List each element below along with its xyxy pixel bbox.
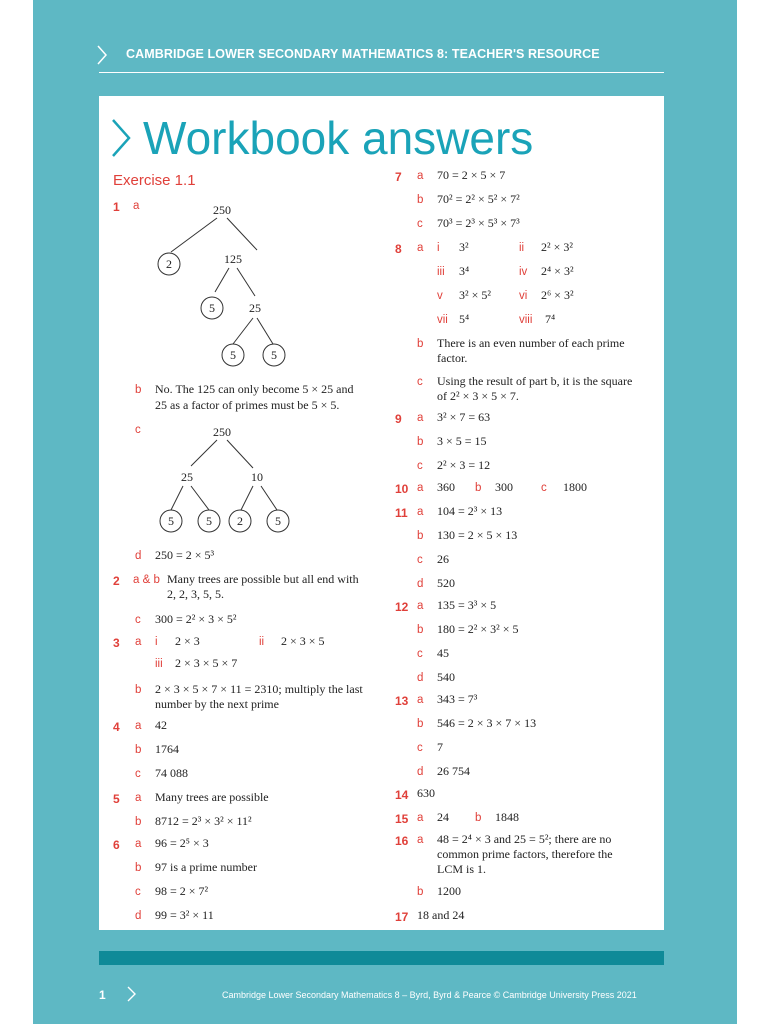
part-label: viii bbox=[519, 314, 533, 326]
answer-text: There is an even number of each prime bbox=[437, 336, 625, 350]
answer-text: 104 = 2³ × 13 bbox=[437, 504, 503, 518]
question-number: 16 bbox=[395, 834, 409, 848]
tree-branch bbox=[261, 486, 277, 510]
answer-text: Many trees are possible but all end with bbox=[167, 572, 359, 586]
footer-copyright: Cambridge Lower Secondary Mathematics 8 – Byrd, Byrd & Pearce © Cambridge University Press 2021 bbox=[222, 990, 637, 1000]
part-label: ii bbox=[259, 636, 265, 648]
answer-text: 70 = 2 × 5 × 7 bbox=[437, 168, 506, 182]
part-label: c bbox=[417, 554, 423, 566]
tree-node: 5 bbox=[271, 348, 277, 362]
part-label: d bbox=[417, 766, 424, 778]
answer-text: 70² = 2² × 5² × 7² bbox=[437, 192, 520, 206]
factor-tree-c bbox=[147, 424, 307, 544]
answer-text: 7 bbox=[437, 740, 443, 754]
part-label: c bbox=[417, 460, 423, 472]
part-label: a bbox=[135, 636, 142, 648]
title-block bbox=[109, 110, 533, 166]
question-number: 7 bbox=[395, 170, 402, 184]
part-label: iii bbox=[155, 658, 163, 670]
part-label: iv bbox=[519, 266, 528, 278]
answer-text: 97 is a prime number bbox=[155, 860, 257, 874]
question-number: 17 bbox=[395, 910, 409, 924]
answer-text: Many trees are possible bbox=[155, 790, 269, 804]
part-label: c bbox=[417, 218, 423, 230]
page-number: 1 bbox=[99, 988, 106, 1002]
part-label: iii bbox=[437, 266, 445, 278]
question-number: 8 bbox=[395, 242, 402, 256]
part-label: i bbox=[437, 242, 440, 254]
tree-node: 5 bbox=[206, 514, 212, 528]
part-label: ii bbox=[519, 242, 525, 254]
header-title: CAMBRIDGE LOWER SECONDARY MATHEMATICS 8: TEACHER'S RESOURCE bbox=[126, 47, 600, 61]
answer-text: of 2² × 3 × 5 × 7. bbox=[437, 389, 519, 403]
answer-text: 3 × 5 = 15 bbox=[437, 434, 487, 448]
part-label: v bbox=[437, 290, 443, 302]
question-number: 6 bbox=[113, 838, 120, 852]
part-label: a bbox=[417, 600, 424, 612]
tree-node: 2 bbox=[237, 514, 243, 528]
answer-text: 2 × 3 × 5 × 7 × 11 = 2310; multiply the last bbox=[155, 682, 363, 696]
answer-text: 26 754 bbox=[437, 764, 470, 778]
answer-text: 546 = 2 × 3 × 7 × 13 bbox=[437, 716, 537, 730]
part-label: c bbox=[135, 614, 141, 626]
question-number: 11 bbox=[395, 506, 408, 520]
tree-branch bbox=[171, 486, 183, 510]
part-label: c bbox=[541, 482, 547, 494]
answer-text: 18 and 24 bbox=[417, 908, 465, 922]
question-number: 3 bbox=[113, 636, 120, 650]
part-label: c bbox=[417, 648, 423, 660]
part-label: b bbox=[135, 684, 142, 696]
answer-text: 45 bbox=[437, 646, 449, 660]
part-label: i bbox=[155, 636, 158, 648]
part-label: b bbox=[135, 744, 142, 756]
part-label: b bbox=[135, 862, 142, 874]
part-label: a bbox=[417, 812, 424, 824]
answer-text: 3² × 7 = 63 bbox=[437, 410, 491, 424]
tree-node: 5 bbox=[230, 348, 236, 362]
part-label: d bbox=[135, 910, 142, 922]
answer-text: 2⁴ × 3² bbox=[541, 264, 574, 278]
answer-text: 48 = 2⁴ × 3 and 25 = 5²; there are no bbox=[437, 832, 612, 846]
part-label: b bbox=[417, 338, 424, 350]
part-label: a bbox=[417, 834, 424, 846]
answer-text: 74 088 bbox=[155, 766, 188, 780]
part-label: b bbox=[135, 816, 142, 828]
answer-text: 300 bbox=[495, 480, 513, 494]
question-number: 2 bbox=[113, 574, 120, 588]
answer-text: 1200 bbox=[437, 884, 461, 898]
answer-text: common prime factors, therefore the bbox=[437, 847, 613, 861]
part-label: b bbox=[475, 482, 482, 494]
answer-text: 24 bbox=[437, 810, 449, 824]
answer-text: 42 bbox=[155, 718, 167, 732]
answer-text: No. The 125 can only become 5 × 25 and bbox=[155, 382, 354, 396]
question-number: 9 bbox=[395, 412, 402, 426]
part-label: c bbox=[417, 742, 423, 754]
part-label: a bbox=[133, 200, 140, 212]
tree-node: 250 bbox=[213, 203, 231, 217]
footer-bar bbox=[99, 951, 664, 965]
tree-node: 25 bbox=[249, 301, 261, 315]
part-label: c bbox=[135, 886, 141, 898]
tree-branch bbox=[241, 486, 253, 510]
answer-text: 1848 bbox=[495, 810, 519, 824]
part-label: a bbox=[135, 720, 142, 732]
tree-branch bbox=[233, 318, 253, 344]
tree-node: 25 bbox=[181, 470, 193, 484]
answer-text: LCM is 1. bbox=[437, 862, 487, 876]
part-label: a bbox=[135, 838, 142, 850]
part-label: a & b bbox=[133, 574, 160, 586]
part-label: a bbox=[417, 482, 424, 494]
tree-node: 250 bbox=[213, 425, 231, 439]
answer-text: 26 bbox=[437, 552, 449, 566]
part-label: a bbox=[417, 242, 424, 254]
answer-text: Using the result of part b, it is the square bbox=[437, 374, 633, 388]
answer-text: 135 = 3³ × 5 bbox=[437, 598, 497, 612]
answer-text: 343 = 7³ bbox=[437, 692, 478, 706]
answer-text: 8712 = 2³ × 3² × 11² bbox=[155, 814, 252, 828]
tree-node: 5 bbox=[209, 301, 215, 315]
part-label: d bbox=[417, 672, 424, 684]
answer-text: 1800 bbox=[563, 480, 587, 494]
part-label: b bbox=[417, 530, 424, 542]
answer-text: 2, 2, 3, 5, 5. bbox=[167, 587, 224, 601]
answer-text: 70³ = 2³ × 5³ × 7³ bbox=[437, 216, 520, 230]
tree-branch bbox=[257, 318, 273, 344]
question-number: 10 bbox=[395, 482, 409, 496]
answer-text: 130 = 2 × 5 × 13 bbox=[437, 528, 518, 542]
chevron-right-icon bbox=[95, 44, 109, 66]
answer-text: 99 = 3² × 11 bbox=[155, 908, 214, 922]
tree-branch bbox=[215, 268, 229, 292]
part-label: b bbox=[417, 194, 424, 206]
tree-node: 5 bbox=[275, 514, 281, 528]
question-number: 13 bbox=[395, 694, 409, 708]
answer-text: 7⁴ bbox=[545, 312, 556, 326]
part-label: d bbox=[135, 550, 142, 562]
answer-text: 3² bbox=[459, 240, 469, 254]
answer-text: 520 bbox=[437, 576, 455, 590]
part-label: a bbox=[417, 170, 424, 182]
answer-text: 1764 bbox=[155, 742, 179, 756]
part-label: b bbox=[417, 718, 424, 730]
answer-text: 96 = 2⁵ × 3 bbox=[155, 836, 209, 850]
question-number: 14 bbox=[395, 788, 409, 802]
answer-text: 98 = 2 × 7² bbox=[155, 884, 209, 898]
part-label: c bbox=[417, 376, 423, 388]
question-number: 15 bbox=[395, 812, 409, 826]
question-number: 12 bbox=[395, 600, 409, 614]
answer-text: 250 = 2 × 5³ bbox=[155, 548, 215, 562]
part-label: a bbox=[135, 792, 142, 804]
answer-text: 2⁶ × 3² bbox=[541, 288, 574, 302]
tree-branch bbox=[171, 218, 217, 252]
tree-branch bbox=[191, 486, 209, 510]
tree-node: 2 bbox=[166, 257, 172, 271]
part-label: b bbox=[417, 436, 424, 448]
answer-text: 2 × 3 × 5 bbox=[281, 634, 325, 648]
answer-text: number by the next prime bbox=[155, 697, 279, 711]
part-label: b bbox=[417, 886, 424, 898]
page-title: Workbook answers bbox=[143, 112, 534, 164]
answer-text: 5⁴ bbox=[459, 312, 470, 326]
answer-text: 3⁴ bbox=[459, 264, 470, 278]
factor-tree-a bbox=[147, 200, 307, 380]
answer-text: 3² × 5² bbox=[459, 288, 491, 302]
answer-text: 2² × 3² bbox=[541, 240, 573, 254]
answer-text: 2 × 3 bbox=[175, 634, 200, 648]
part-label: vii bbox=[437, 314, 448, 326]
part-label: vi bbox=[519, 290, 528, 302]
question-number: 4 bbox=[113, 720, 120, 734]
answer-text: 2 × 3 × 5 × 7 bbox=[175, 656, 238, 670]
tree-branch bbox=[191, 440, 217, 466]
part-label: a bbox=[417, 506, 424, 518]
answer-text: 180 = 2² × 3² × 5 bbox=[437, 622, 519, 636]
answer-text: 360 bbox=[437, 480, 455, 494]
tree-node: 125 bbox=[224, 252, 242, 266]
answer-text: 630 bbox=[417, 786, 435, 800]
answer-text: 2² × 3 = 12 bbox=[437, 458, 491, 472]
part-label: c bbox=[135, 768, 141, 780]
part-label: b bbox=[135, 384, 142, 396]
tree-branch bbox=[227, 218, 257, 250]
question-number: 1 bbox=[113, 200, 120, 214]
part-label: d bbox=[417, 578, 424, 590]
answer-text: 25 as a factor of primes must be 5 × 5. bbox=[155, 398, 340, 412]
part-label: b bbox=[417, 624, 424, 636]
answer-page bbox=[99, 96, 664, 930]
answer-text: factor. bbox=[437, 351, 468, 365]
tree-branch bbox=[227, 440, 253, 468]
part-label: a bbox=[417, 694, 424, 706]
question-number: 5 bbox=[113, 792, 120, 806]
chevron-right-icon bbox=[126, 985, 137, 1003]
header-rule bbox=[99, 72, 664, 73]
part-label: c bbox=[135, 424, 141, 436]
exercise-heading: Exercise 1.1 bbox=[113, 172, 196, 189]
chevron-right-icon bbox=[109, 116, 133, 160]
part-label: a bbox=[417, 412, 424, 424]
part-label: b bbox=[475, 812, 482, 824]
tree-node: 10 bbox=[251, 470, 263, 484]
tree-node: 5 bbox=[168, 514, 174, 528]
answer-text: 540 bbox=[437, 670, 455, 684]
answer-text: 300 = 2² × 3 × 5² bbox=[155, 612, 237, 626]
tree-branch bbox=[237, 268, 255, 296]
